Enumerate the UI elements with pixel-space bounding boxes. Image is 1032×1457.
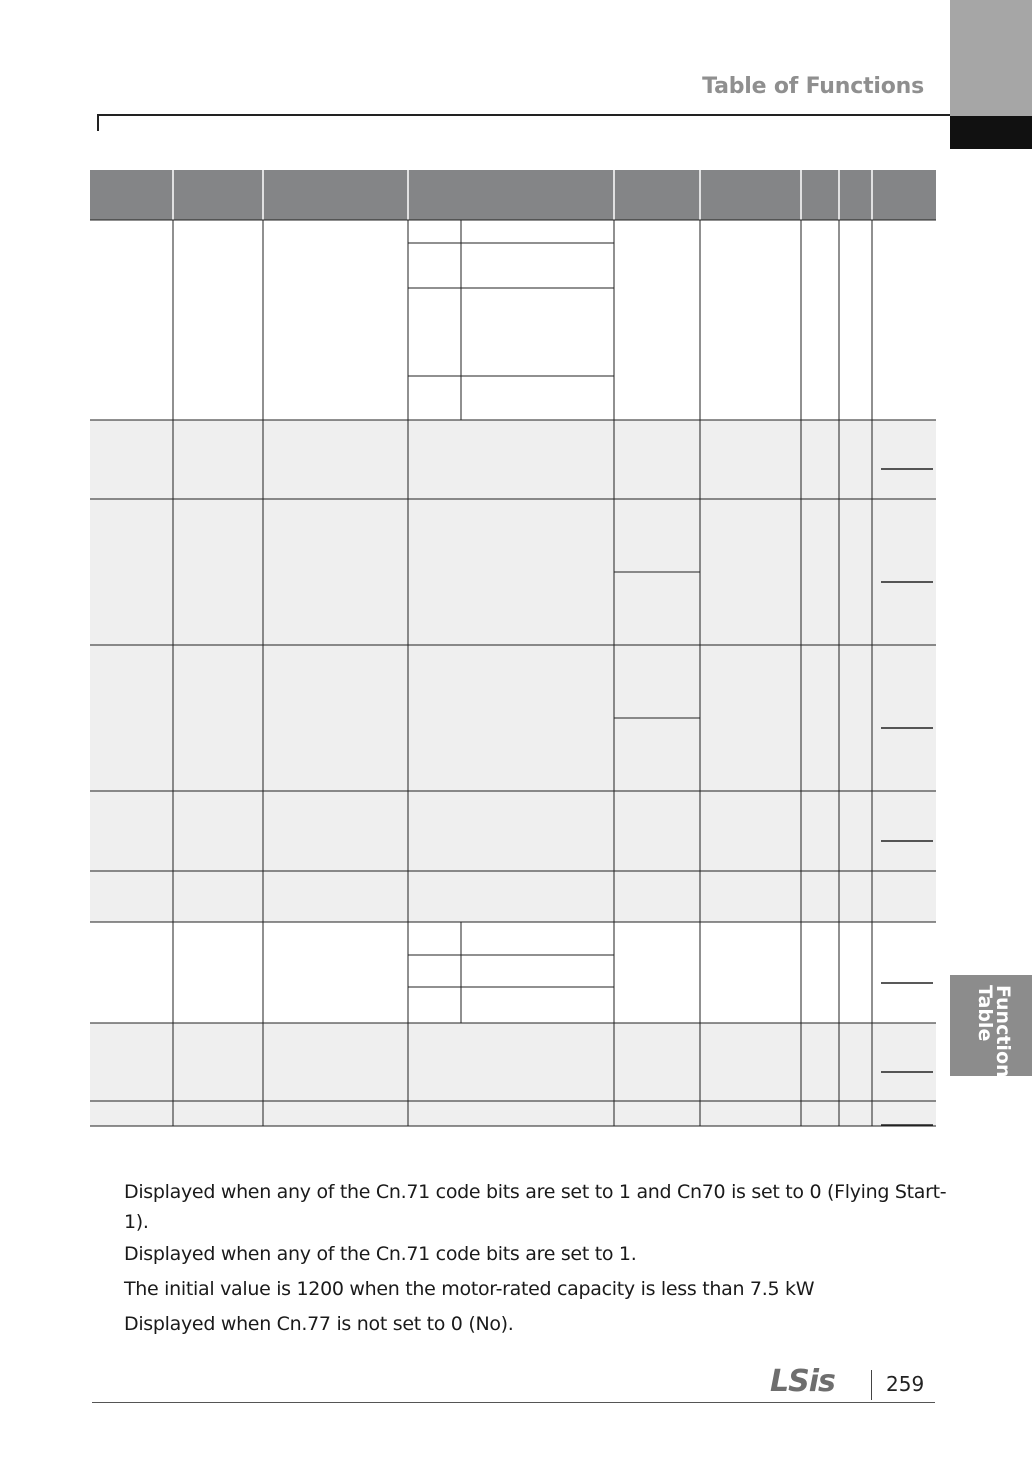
page-title: Table of Functions <box>702 74 924 99</box>
header-tick <box>97 114 99 131</box>
function-table <box>90 170 936 1130</box>
section-tab-function-table[interactable] <box>950 975 1032 1076</box>
footer-rule <box>92 1402 935 1403</box>
header-rule <box>97 114 950 116</box>
top-gray-tab <box>950 0 1032 116</box>
footnote-3: The initial value is 1200 when the motor-rated capacity is less than 7.5 kW <box>124 1278 815 1300</box>
section-tab-label-2: Table <box>974 985 996 1042</box>
page-number: 259 <box>886 1372 925 1396</box>
footnote-1: Displayed when any of the Cn.71 code bits are set to 1 and Cn70 is set to 0 (Flying Start- <box>124 1181 947 1203</box>
footnote-2: Displayed when any of the Cn.71 code bits are set to 1. <box>124 1243 637 1265</box>
table-header-row <box>90 170 936 220</box>
footer-separator <box>871 1370 872 1400</box>
footnote-4: Displayed when Cn.77 is not set to 0 (No). <box>124 1313 514 1335</box>
footnote-1-cont: 1). <box>124 1211 149 1233</box>
table-shaded-rows <box>90 420 936 1126</box>
section-tab-label-1: Function <box>992 985 1014 1078</box>
company-logo: LSis <box>770 1364 835 1399</box>
top-black-tab <box>950 116 1032 149</box>
